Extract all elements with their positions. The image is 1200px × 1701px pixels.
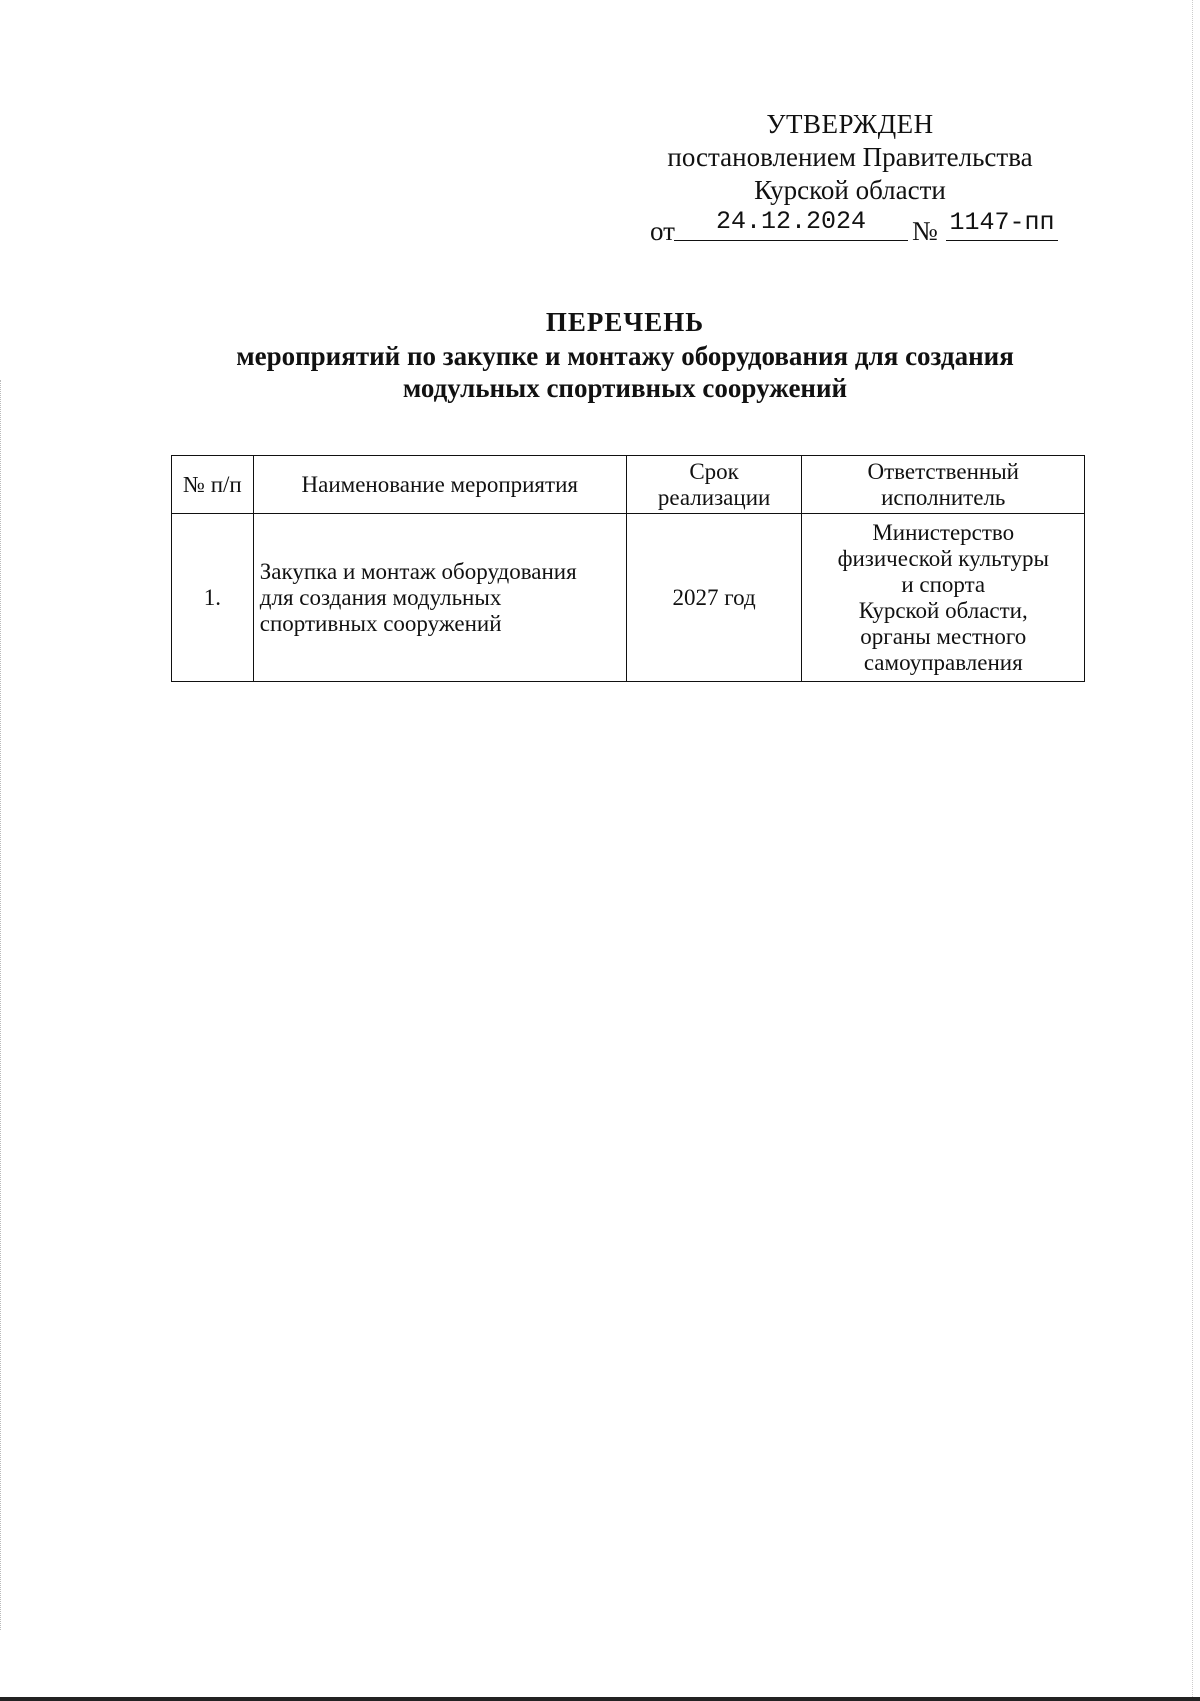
number-sign: №: [912, 216, 938, 246]
row-activity-name-line-2: для создания модульных: [259, 584, 502, 610]
activities-table: [171, 455, 1085, 682]
scan-edge-right: [1192, 0, 1194, 1701]
approval-stamp-block: [640, 108, 1060, 207]
approved-by-line-2: Курской области: [754, 175, 946, 205]
table-row: [172, 514, 1085, 682]
row-responsible-line-3: и спорта: [901, 571, 986, 597]
row-responsible-line-4: Курской области,: [858, 597, 1028, 623]
row-responsible-line-2: физической культуры: [837, 545, 1049, 571]
row-responsible-line-6: самоуправления: [863, 649, 1023, 675]
resolution-number: 1147-пп: [946, 208, 1058, 241]
row-activity-name-cell: [253, 514, 626, 682]
scan-edge-bottom: [0, 1697, 1200, 1701]
document-subtitle-line-2: модульных спортивных сооружений: [402, 373, 848, 403]
resolution-date-number-line: [650, 208, 1060, 244]
header-term-line-1: Срок: [689, 458, 739, 484]
header-responsible-line-1: Ответственный: [867, 458, 1019, 484]
document-heading: ПЕРЕЧЕНЬ: [545, 307, 705, 337]
header-activity-name-text: Наименование мероприятия: [301, 471, 578, 497]
header-number-text: № п/п: [183, 471, 242, 497]
date-prefix: от: [650, 216, 675, 246]
header-term: [626, 456, 802, 514]
approved-by-line-1: постановлением Правительства: [667, 142, 1033, 172]
row-activity-name-line-1: Закупка и монтаж оборудования: [259, 558, 577, 584]
row-term: 2027 год: [672, 584, 756, 610]
row-responsible-line-1: Министерство: [872, 519, 1015, 545]
scan-edge-left: [0, 380, 3, 1630]
row-responsible-line-5: органы местного: [860, 623, 1027, 649]
header-activity-name: [253, 456, 626, 514]
approved-label: УТВЕРЖДЕН: [766, 109, 934, 139]
document-subtitle-line-1: мероприятий по закупке и монтажу оборудования для создания: [236, 341, 1014, 371]
row-activity-name-line-3: спортивных сооружений: [259, 610, 502, 636]
row-number: 1.: [203, 584, 221, 610]
row-term-cell: [626, 514, 802, 682]
table-header-row: [172, 456, 1085, 514]
header-responsible: [802, 456, 1085, 514]
header-responsible-line-2: исполнитель: [881, 484, 1006, 510]
header-number: [172, 456, 254, 514]
resolution-date: 24.12.2024: [674, 208, 908, 241]
row-responsible-cell: [802, 514, 1085, 682]
row-number-cell: [172, 514, 254, 682]
header-term-line-2: реализации: [657, 484, 771, 510]
